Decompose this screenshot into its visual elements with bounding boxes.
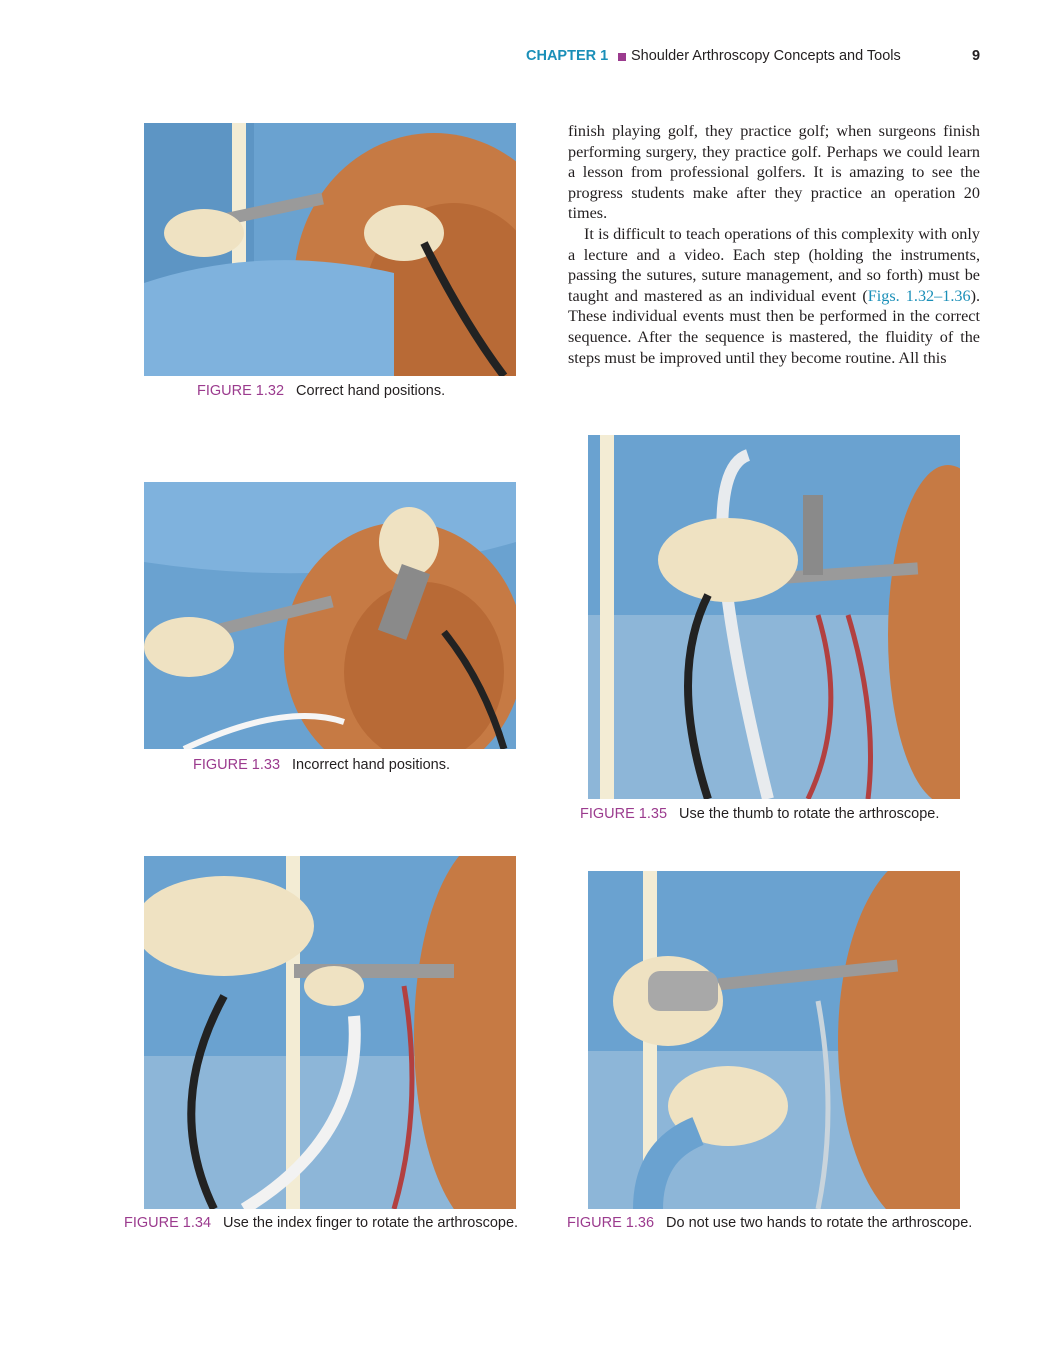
paragraph-1: finish playing golf, they practice golf; when surgeons finish performing surgery, they practice golf. Perhaps we could learn a lesson from professional golfers. It is amazing to see the progress students make after they practice an operation 20 times. [568, 122, 980, 223]
figure-label: FIGURE 1.34 [124, 1215, 212, 1231]
figure-label: FIGURE 1.35 [580, 806, 668, 822]
figure-cross-reference-link[interactable]: Figs. 1.32–1.36 [867, 286, 971, 305]
figure-caption [567, 1215, 972, 1231]
chapter-label: CHAPTER 1 [526, 48, 609, 64]
figure-caption-text: Incorrect hand positions. [292, 757, 451, 773]
figure-1-36-photo [588, 871, 960, 1209]
figure-caption [580, 806, 939, 822]
paragraph-2-text-a: It is difficult to teach operations of this complexity with only a lecture and a video. Each step (holding the instruments, passing the sutures, suture management, and so forth) must be taught and mastered as an individual event ( [568, 224, 980, 305]
figure-caption-text: Correct hand positions. [296, 383, 446, 399]
body-text [568, 121, 980, 368]
figure-caption [193, 757, 450, 773]
figure-label: FIGURE 1.32 [197, 383, 285, 399]
figure-1-35-photo [588, 435, 960, 799]
figure-caption-text: Do not use two hands to rotate the arthroscope. [666, 1215, 973, 1231]
square-bullet-icon [618, 53, 626, 61]
paragraph-2-text-b: ). These individual events must then be performed in the correct sequence. After the sequence is mastered, the fluidity of the steps must be improved until they become routine. All this [568, 286, 980, 367]
figure-caption-text: Use the index finger to rotate the arthroscope. [223, 1215, 519, 1231]
figure-1-33-photo [144, 482, 516, 749]
chapter-title: Shoulder Arthroscopy Concepts and Tools [631, 48, 901, 64]
figure-1-34-photo [144, 856, 516, 1209]
running-header [526, 48, 986, 68]
page-number: 9 [972, 48, 981, 64]
figure-caption-text: Use the thumb to rotate the arthroscope. [679, 806, 940, 822]
figure-caption [197, 383, 445, 399]
figure-label: FIGURE 1.33 [193, 757, 281, 773]
figure-label: FIGURE 1.36 [567, 1215, 655, 1231]
paragraph-2 [568, 224, 980, 368]
figure-caption [124, 1215, 518, 1231]
figure-1-32-photo [144, 123, 516, 376]
